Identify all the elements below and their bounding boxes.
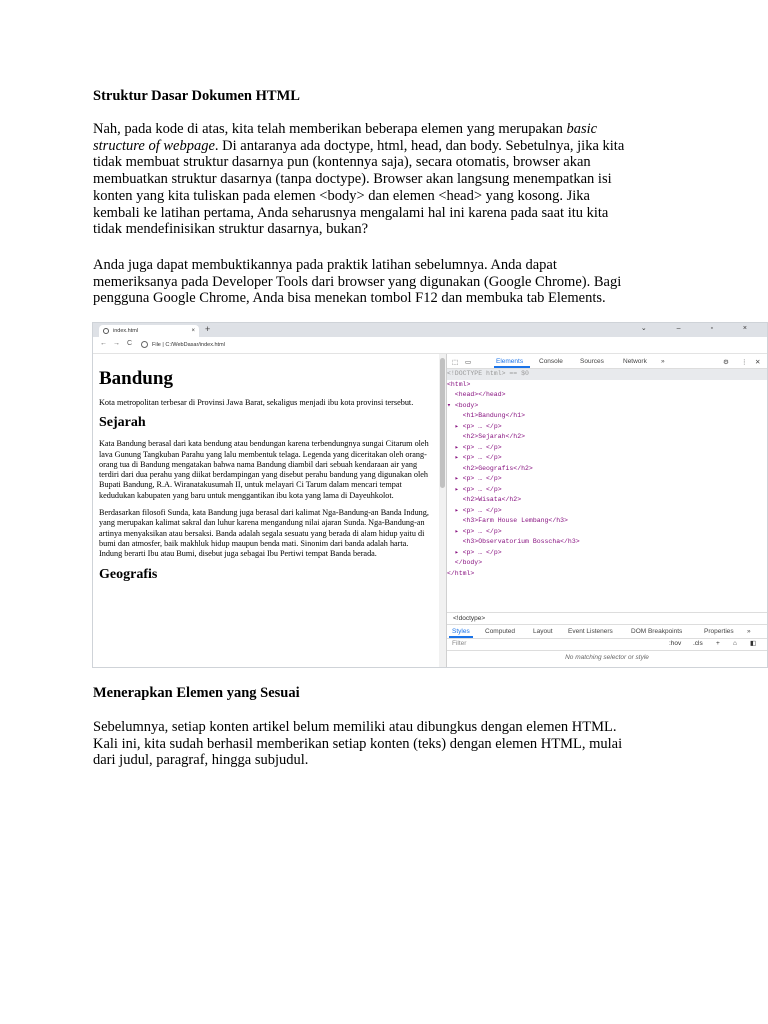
browser-screenshot	[92, 322, 768, 668]
tab-layout[interactable]: Layout	[533, 628, 553, 635]
close-icon[interactable]: ×	[191, 328, 195, 334]
paragraph-line: membuatkan struktur dasarnya (tanpa doctype). Browser akan langsung menempatkan isi	[93, 171, 612, 188]
styles-filter	[447, 638, 767, 651]
styles-tabs	[447, 624, 767, 639]
section-heading-struktur: Struktur Dasar Dokumen HTML	[93, 88, 300, 104]
more-tabs-icon[interactable]: »	[747, 628, 751, 635]
tab-event-listeners[interactable]: Event Listeners	[568, 628, 613, 635]
tab-elements[interactable]: Elements	[496, 358, 524, 365]
hov-toggle[interactable]: :hov	[669, 640, 682, 647]
browser-tab[interactable]	[99, 325, 199, 337]
devtools-tabs	[447, 354, 767, 369]
paragraph-line: Anda juga dapat membuktikannya pada praktik latihan sebelumnya. Anda dapat	[93, 257, 557, 273]
inspect-icon[interactable]: ⬚	[452, 359, 459, 366]
url-field[interactable]: File | C:/WebDasar/index.html	[141, 340, 225, 350]
tab-title: index.html	[113, 328, 139, 334]
tab-dom-breakpoints[interactable]: DOM Breakpoints	[631, 628, 683, 635]
paragraph-line: konten yang kita tuliskan pada elemen <body> dan elemen <head> yang kosong. Jika	[93, 187, 590, 204]
globe-icon	[103, 328, 109, 334]
paragraph-line: pengguna Google Chrome, Anda bisa menekan tombol F12 dan membuka tab Elements.	[93, 290, 606, 307]
dom-line[interactable]: <h3>Observatorium Bosscha</h3>	[447, 538, 580, 545]
more-tabs-icon[interactable]: »	[661, 358, 665, 365]
page-intro: Kota metropolitan terbesar di Provinsi Jawa Barat, sekaligus menjadi ibu kota provinsi tersebut.	[99, 398, 414, 407]
paragraph-line: dari judul, paragraf, hingga subjudul.	[93, 752, 309, 769]
sidebar-toggle-icon[interactable]: ◧	[750, 640, 757, 647]
close-devtools-icon[interactable]: ✕	[755, 359, 761, 366]
active-tab-indicator	[494, 366, 530, 368]
forward-arrow-icon[interactable]: →	[113, 340, 120, 347]
no-match-message: No matching selector or style	[565, 654, 649, 661]
page-h1: Bandung	[99, 368, 173, 389]
section-heading-menerapkan: Menerapkan Elemen yang Sesuai	[93, 685, 300, 701]
back-arrow-icon[interactable]: ←	[100, 340, 107, 347]
page-paragraph: Kata Bandung berasal dari kata bendung atau bendungan karena terbendungnya sungai Citarum oleh lava Gunung Tangkuban Parahu yang lalu membentuk telaga. Legenda yang diceritakan oleh orang-orang tua di Bandung mengatakan bahwa nama Bandung diambil dari sebuah kendaraan air yang terdiri dari dua perahu yang diikat berdampingan yang disebut perahu bandung yang digunakan oleh Bupati Bandung, R.A. Wiranatakusumah II, untuk melayari Ci Tarum dalam mencari tempat kedudukan kabupaten yang baru untuk menggantikan ibu kota yang lama di Dayeuhkolot.	[99, 439, 429, 500]
dom-line[interactable]: ▸ <p> … </p>	[447, 527, 502, 535]
dom-line[interactable]: ▸ <p> … </p>	[447, 506, 502, 514]
device-toggle-icon[interactable]: ▭	[465, 359, 472, 366]
page-paragraph: Berdasarkan filosofi Sunda, kata Bandung juga berasal dari kalimat Nga-Bandung-an Banda Indung, yang merupakan kalimat sakral dan luhur karena mengandung nilai ajaran Sunda. Nga-Bandung-an artinya menyaksikan atau bersaksi. Banda adalah segala sesuatu yang berada di alam hidup yaitu di bumi dan atmosfer, baik makhluk hidup maupun benda mati. Sinonim dari banda adalah harta. Indung berarti Ibu atau Bumi, disebut juga sebagai Ibu Pertiwi tempat Banda berada.	[99, 508, 429, 559]
paragraph-line: Nah, pada kode di atas, kita telah memberikan beberapa elemen yang merupakan basic	[93, 121, 598, 137]
page-scrollbar[interactable]	[439, 354, 446, 667]
window-controls[interactable]: ⌄ – ▫ ×	[640, 325, 761, 332]
url-text: C:/WebDasar/index.html	[165, 342, 225, 348]
paragraph-line: tidak membuat struktur dasarnya pun (kontennya saja), secara otomatis, browser akan	[93, 154, 591, 171]
rendered-page	[93, 354, 439, 667]
breadcrumb[interactable]: <!doctype>	[447, 612, 767, 625]
tab-sources[interactable]: Sources	[580, 358, 604, 365]
tab-computed[interactable]: Computed	[485, 628, 515, 635]
tab-network[interactable]: Network	[623, 358, 647, 365]
reload-icon[interactable]: C	[127, 340, 133, 347]
paragraph-line: kembali ke latihan pertama, Anda seharusnya mengalami hal ini karena pada saat itu kita	[93, 204, 609, 221]
tab-properties[interactable]: Properties	[704, 628, 734, 635]
dom-line[interactable]: ▸ <p> … </p>	[447, 475, 502, 482]
paragraph-menerapkan	[93, 719, 673, 769]
paragraph-line: Sebelumnya, setiap konten artikel belum memiliki atau dibungkus dengan elemen HTML.	[93, 719, 617, 735]
dom-tree	[447, 369, 767, 577]
dom-line[interactable]: ▾ <body>	[447, 401, 479, 409]
new-tab-button[interactable]: +	[205, 324, 211, 334]
info-icon	[141, 341, 148, 348]
paragraph-line: Kali ini, kita sudah berhasil memberikan setiap konten (teks) dengan elemen HTML, mulai	[93, 735, 623, 752]
devtools-panel	[446, 354, 767, 667]
paragraph-line: memeriksanya pada Developer Tools dari browser yang digunakan (Google Chrome). Bagi	[93, 273, 622, 290]
cls-toggle[interactable]: .cls	[693, 640, 703, 647]
dom-line[interactable]: <h3>Farm House Lembang</h3>	[447, 517, 568, 524]
dom-line[interactable]: <h1>Bandung</h1>	[447, 412, 526, 419]
address-bar	[93, 337, 767, 354]
dom-line[interactable]: <html>	[447, 380, 471, 388]
url-prefix: File	[152, 342, 161, 348]
dom-line[interactable]: <head></head>	[447, 391, 506, 398]
more-options-icon[interactable]: ⋮	[741, 359, 748, 366]
page-h2-sejarah: Sejarah	[99, 415, 146, 431]
dom-line[interactable]: <!DOCTYPE html> == $0	[447, 369, 767, 380]
dom-line[interactable]: </body>	[447, 559, 483, 566]
settings-icon[interactable]: ⚙	[723, 359, 729, 366]
add-rule-icon[interactable]: +	[716, 640, 720, 647]
tab-console[interactable]: Console	[539, 358, 563, 365]
scrollbar-thumb[interactable]	[440, 358, 445, 488]
paragraph-struktur	[93, 121, 673, 238]
dom-line[interactable]: ▸ <p> … </p>	[447, 548, 502, 556]
paragraph-line: structure of webpage. Di antaranya ada doctype, html, head, dan body. Sebetulnya, jika kita	[93, 137, 625, 154]
filter-input[interactable]: Filter	[452, 640, 467, 647]
dom-line[interactable]: <h2>Sejarah</h2>	[447, 433, 526, 440]
dom-line[interactable]: ▸ <p> … </p>	[447, 443, 502, 451]
paint-icon[interactable]: ⌂	[733, 640, 737, 647]
dom-line[interactable]: <h2>Geografis</h2>	[447, 464, 533, 472]
tab-styles[interactable]: Styles	[452, 628, 470, 635]
dom-line[interactable]: </html>	[447, 569, 475, 577]
dom-line[interactable]: ▸ <p> … </p>	[447, 454, 502, 461]
tab-strip	[93, 323, 767, 337]
dom-line[interactable]: ▸ <p> … </p>	[447, 485, 502, 493]
page-h2-geografis: Geografis	[99, 566, 158, 582]
paragraph-devtools	[93, 257, 673, 307]
dom-line[interactable]: ▸ <p> … </p>	[447, 422, 502, 430]
paragraph-line: tidak mendefinisikan struktur dasarnya, bukan?	[93, 221, 369, 238]
dom-line[interactable]: <h2>Wisata</h2>	[447, 496, 522, 503]
